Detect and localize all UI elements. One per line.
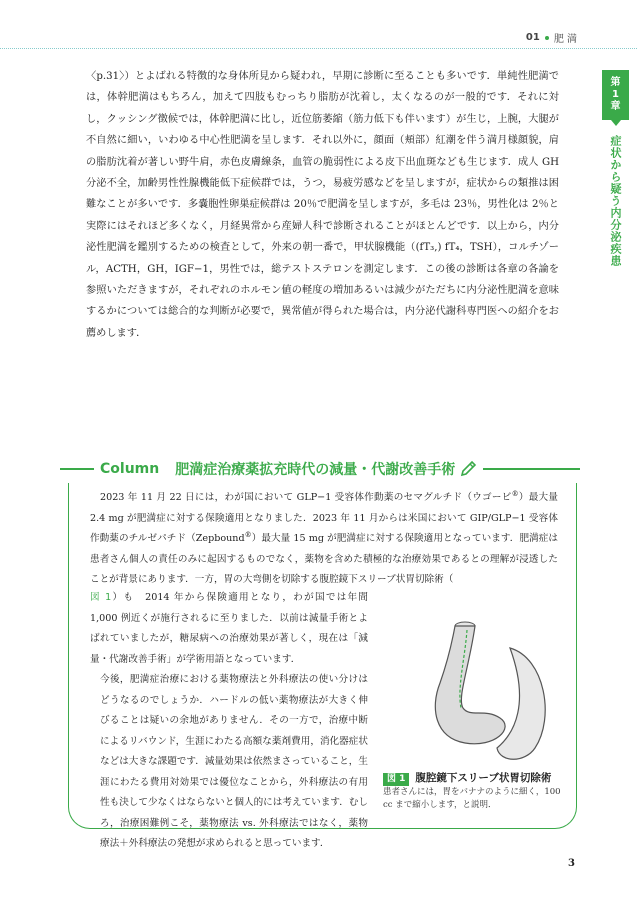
main-body [86, 66, 559, 344]
figure-description: 患者さんには，胃をバナナのように細く，100 cc まで縮小します，と説明． [383, 787, 561, 810]
page-number: 3 [568, 858, 575, 869]
column-body-left [90, 588, 368, 855]
chapter-title: 肥 満 [553, 34, 577, 45]
chapter-side-text: 症状から疑う内分泌疾患 [609, 135, 622, 267]
chapter-number: 01 [525, 32, 540, 43]
column-text-c: ）最大量 15 mg が肥満症に対する保険適用となっています．肥満症は患者さん個人の責任のみに起因するものでなく，薬物を含めた積極的な治療効果であるとの理解が浸透したことが背景にあります．一方，胃の大弯側を切除する腹腔鏡下スリーブ状胃切除術（ [90, 533, 559, 585]
figure-number: 図 1 [383, 773, 409, 786]
side-tab-line2: 1 [612, 89, 619, 100]
figure-caption [383, 772, 568, 812]
figure-reference[interactable]: 図 1 [90, 592, 112, 603]
side-tab-line3: 章 [610, 101, 621, 112]
side-tab-line1: 第 [610, 77, 621, 88]
registered-mark-1: ® [511, 489, 519, 498]
main-paragraph: 〈p.31〉）とよばれる特徴的な身体所見から疑われ，早期に診断に至ることも多いです．単純性肥満では，体幹肥満はもちろん，加えて四肢もむっちり脂肪が沈着し，太くなるのが一般的です．それに対し，クッシング徴候では，体幹肥満に比し，近位筋萎縮（筋力低下も伴います）が生じ，上腕，大腿が不自然に細い，いわゆる中心性肥満を呈します．それ以外に，顔面（頬部）紅潮を伴う満月様顔貌，肩の脂肪沈着が著しい野牛肩，赤色皮膚線条，血管の脆弱性による皮下出血斑なども生じます．成人 GH 分泌不全，加齢男性性腺機能低下症候群では，うつ，易疲労感などを呈しますが，症状からの類推は困難なことが多いです．多嚢胞性卵巣症候群は 20％で肥満を呈しますが，多毛は 23％，男性化は 2％と実際にはそれほど多くなく，月経異常から産婦人科で診断されることがほとんどです．以上から，内分泌性肥満を鑑別するための検査として，外来の朝一番で，甲状腺機能（(fT₃,) fT₄，TSH），コルチゾール，ACTH，GH，IGF−1，男性では，総テストステロンを測定します．この後の診断は各章の各論を参照いただきますが，それぞれのホルモン値の軽度の増加あるいは減少がただちに内分泌性肥満を意味するかについては総合的な判断が必要で，異常値が得られた場合は，内分泌代謝科専門医への紹介をお薦めします． [86, 71, 559, 339]
figure-title-line [383, 772, 568, 786]
stomach-illustration [385, 608, 560, 768]
column-header [60, 455, 580, 483]
column-text-a: 2023 年 11 月 22 日には，わが国において GLP−1 受容体作動薬のセマグルチド（ウゴービ [100, 492, 512, 503]
column-title: 肥満症治療薬拡充時代の減量・代謝改善手術 [175, 462, 456, 478]
column-text-b: ）最大量 2.4 mg が肥満症に対する保険適用となりました．2023 年 11 月からは米国において GIP/GLP−1 受容体作動薬のチルゼパチド（Zepbound [90, 492, 559, 544]
registered-mark-2: ® [244, 530, 252, 539]
column-intro [90, 488, 558, 591]
column-lead-line [60, 468, 94, 470]
figure-title: 腹腔鏡下スリーブ状胃切除術 [415, 772, 552, 784]
column-label: Column [100, 461, 160, 477]
header-rule [0, 48, 637, 49]
pencil-icon [459, 460, 477, 478]
column-paragraph2: 今後，肥満症治療における薬物療法と外科療法の使い分けはどうなるのでしょうか．ハードルの低い薬物療法が大きく伸びることは疑いの余地がありません．その一方で，治療中断によるリバウンド，生涯にわたる高額な薬剤費用，消化器症状などは大きな課題です．減量効果は依然まさっていること，生涯にわたる費用対効果では優位なことから，外科療法の有用性も決して少なくはならないと個人的には考えています．むしろ，治療困難例こそ，薬物療法 vs. 外科療法ではなく，薬物療法＋外科療法の発想が求められると思っています． [100, 674, 368, 849]
page-header [526, 30, 577, 45]
column-text-d: ）も 2014 年から保険適用となり，わが国では年間 1,000 例近くが施行されるに至りました．以前は減量手術とよばれていましたが，糖尿病への治療効果が著しく，現在は「減量・代謝改善手術」が学術用語となっています． [90, 592, 369, 665]
dot-icon [545, 36, 549, 40]
column-tail-line [483, 468, 580, 470]
chapter-side-tab [602, 70, 629, 120]
